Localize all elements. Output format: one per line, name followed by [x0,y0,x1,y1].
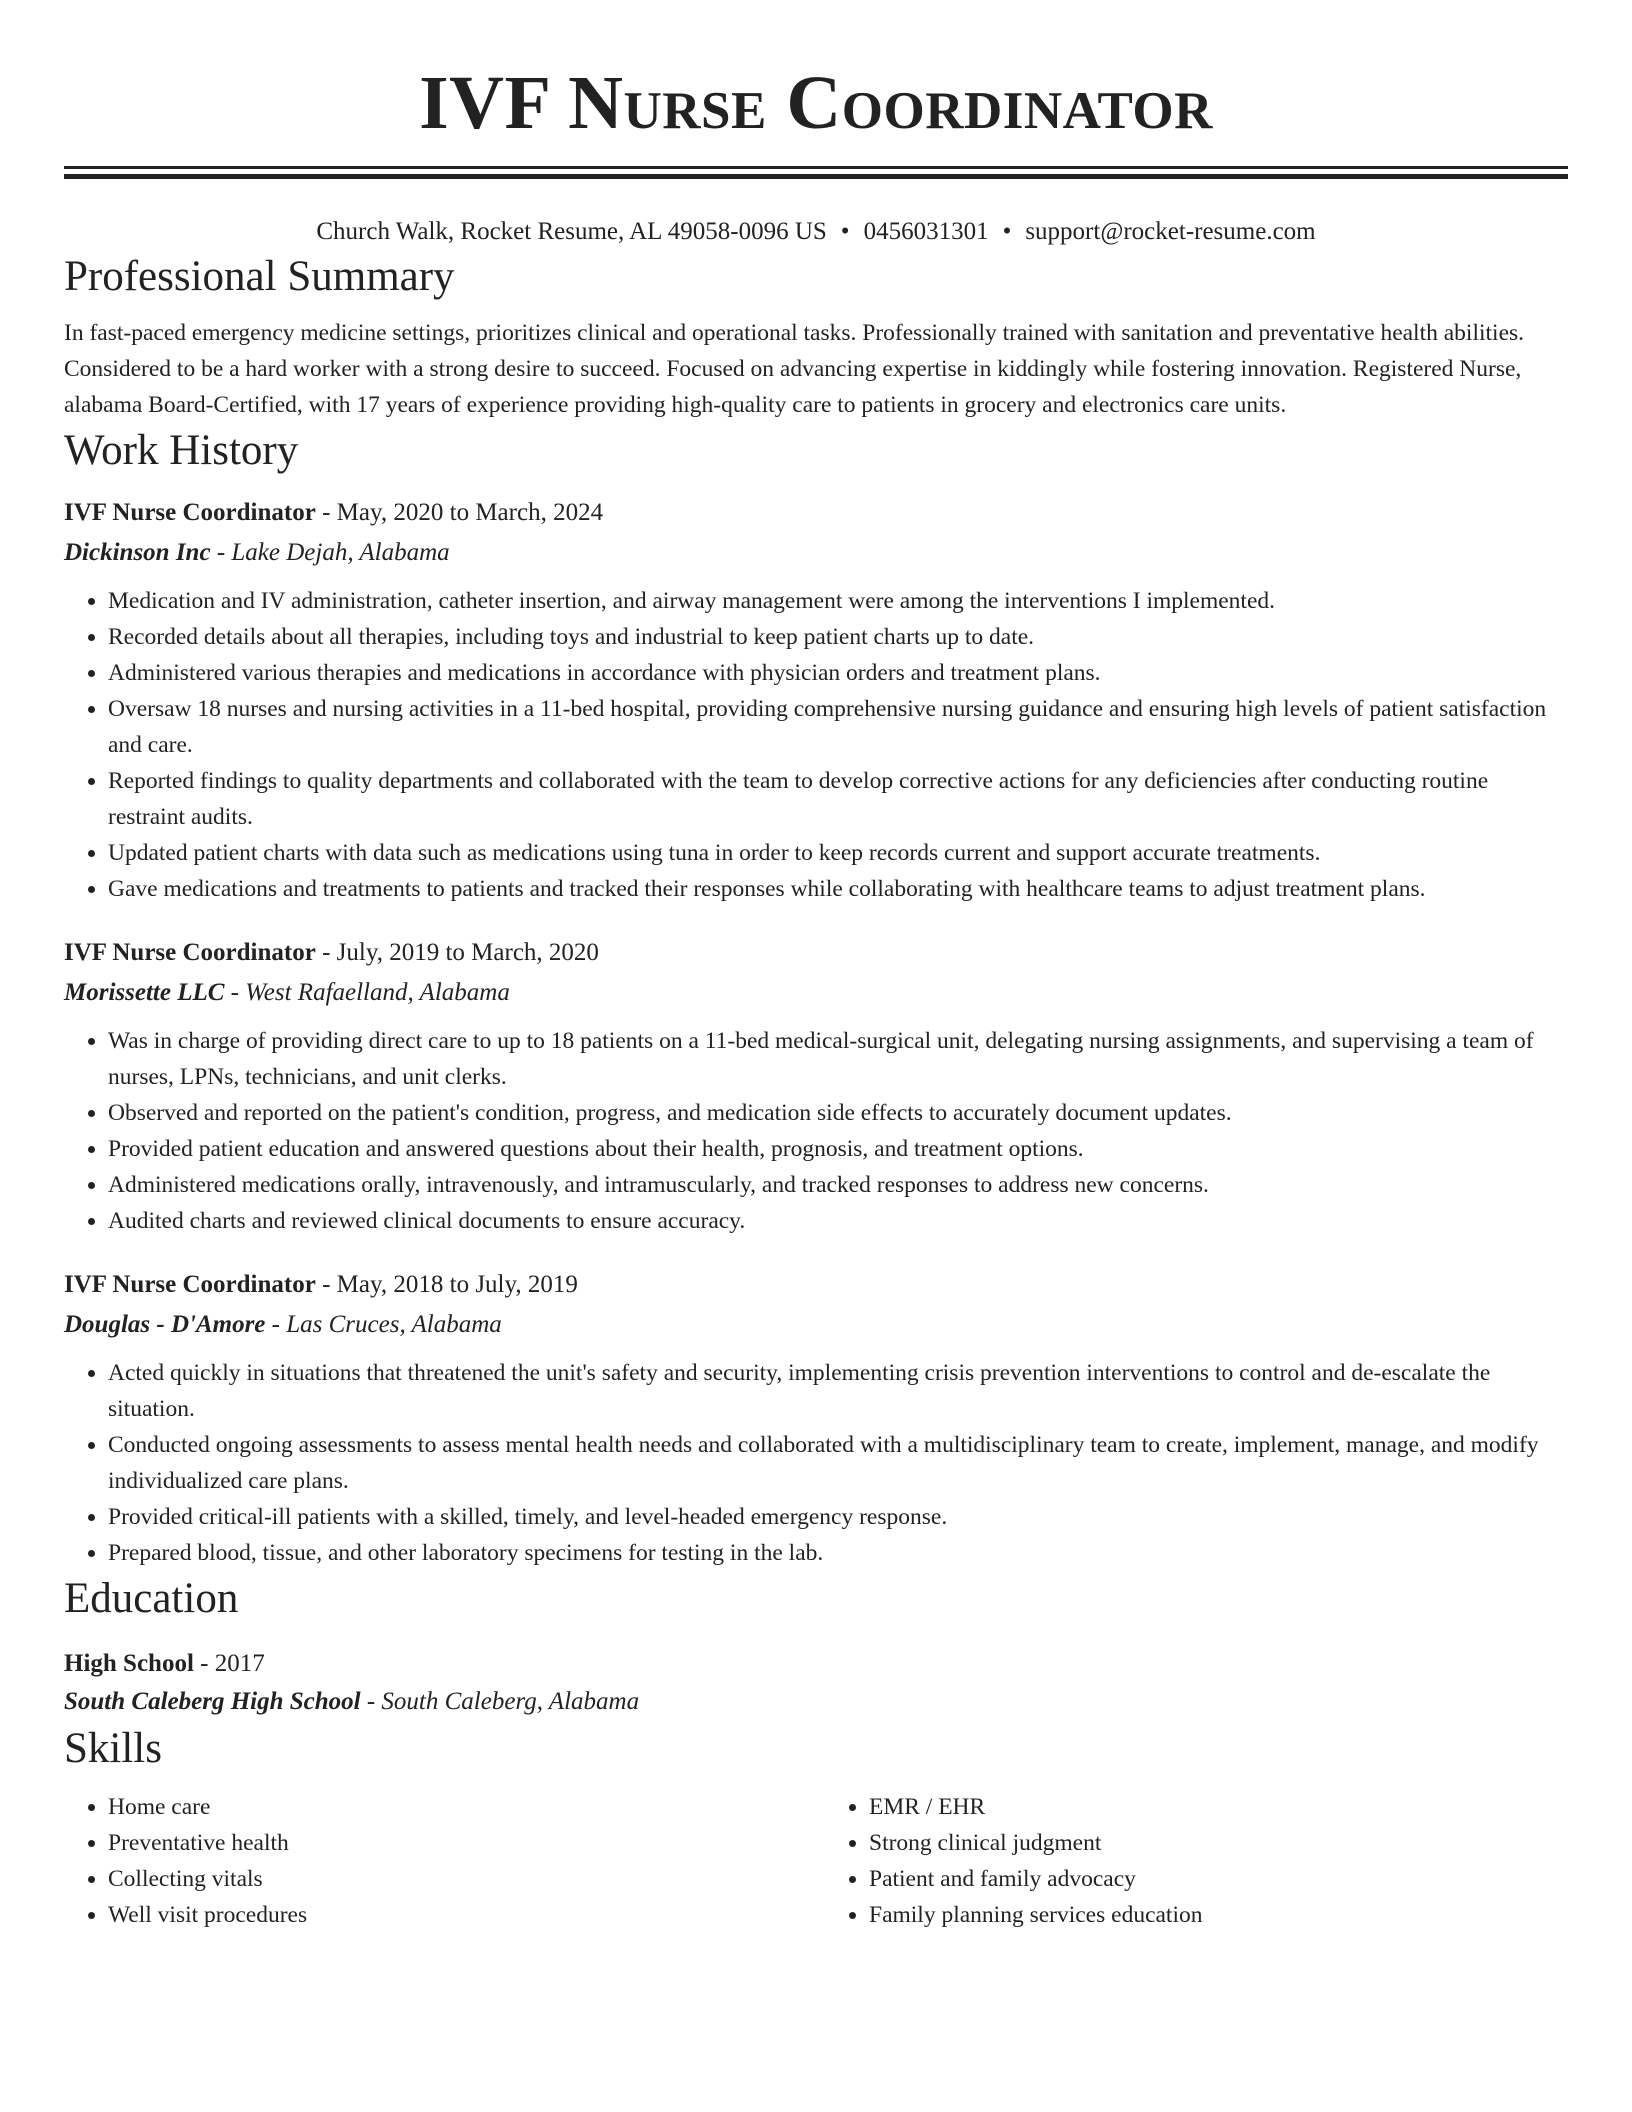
job-bullet: • Conducted ongoing assessments to assess mental health needs and collaborated with a multidisciplinary team to create, implement, manage, and modify individualized care plans. [108,1427,1568,1499]
education-location: - South Caleberg, Alabama [360,1688,640,1715]
job-bullet: • Administered medications orally, intravenously, and intramuscularly, and tracked responses to address new concerns. [108,1167,1568,1203]
job-bullets [64,583,1568,907]
job-company-line [64,533,1568,573]
job-company-line [64,1305,1568,1345]
job-dates: - May, 2018 to July, 2019 [315,1271,578,1298]
job-company-line [64,973,1568,1013]
education-degree: High School [64,1650,194,1677]
job-company: Douglas - D'Amore [64,1311,266,1338]
job-bullet: • Medication and IV administration, catheter insertion, and airway management were among the interventions I implemented. [108,583,1568,619]
job-title: IVF Nurse Coordinator [64,939,316,966]
contact-address: Church Walk, Rocket Resume, AL 49058-0096 US [316,218,827,245]
summary-text: In fast-paced emergency medicine settings, prioritizes clinical and operational tasks. Professionally trained with sanitation and preventative health abilities. Considered to be a hard worker with a strong desire to succeed. Focused on advancing expertise in kiddingly while fostering innovation. Registered Nurse, alabama Board-Certified, with 17 years of experience providing high-quality care to patients in grocery and electronics care units. [64,320,1525,418]
contact-email: support@rocket-resume.com [1025,218,1316,245]
title-divider [64,166,1568,179]
job-bullet: • Updated patient charts with data such as medications using tuna in order to keep records current and support accurate treatments. [108,835,1568,871]
job-bullet: • Gave medications and treatments to patients and tracked their responses while collaborating with healthcare teams to adjust treatment plans. [108,871,1568,907]
contact-line [64,215,1568,249]
job-title-line [64,933,1568,973]
job-company: Morissette LLC [64,979,225,1006]
education-school: South Caleberg High School [64,1688,361,1715]
job-bullet: • Acted quickly in situations that threatened the unit's safety and security, implementing crisis prevention interventions to control and de-escalate the situation. [108,1355,1568,1427]
skill-item: • Family planning services education [869,1897,1568,1933]
summary-heading: Professional Summary [64,253,455,300]
job-location: - Las Cruces, Alabama [265,1311,502,1338]
job-bullet: • Reported findings to quality departments and collaborated with the team to develop corrective actions for any deficiencies after conducting routine restraint audits. [108,763,1568,835]
job-location: - West Rafaelland, Alabama [224,979,510,1006]
job-entry [64,933,1568,1239]
job-bullet: • Provided critical-ill patients with a skilled, timely, and level-headed emergency response. [108,1499,1568,1535]
job-bullet: • Prepared blood, tissue, and other laboratory specimens for testing in the lab. [108,1535,1568,1571]
skill-item: • Home care [108,1789,807,1825]
education-year: - 2017 [193,1650,265,1677]
job-entry [64,493,1568,907]
skill-item: • Strong clinical judgment [869,1825,1568,1861]
job-title-line [64,493,1568,533]
skills-column-left [64,1789,807,1933]
divider-line-thick [64,174,1568,179]
job-title: IVF Nurse Coordinator [64,1271,316,1298]
job-bullet: • Administered various therapies and medications in accordance with physician orders and treatment plans. [108,655,1568,691]
skill-item: • Patient and family advocacy [869,1861,1568,1897]
job-bullet: • Audited charts and reviewed clinical documents to ensure accuracy. [108,1203,1568,1239]
skills-list [64,1789,1568,1933]
job-location: - Lake Dejah, Alabama [210,539,450,566]
education-entry [64,1645,1568,1721]
education-degree-line [64,1645,1568,1683]
skills-column-right [807,1789,1568,1933]
work-history-heading: Work History [64,427,299,474]
skills-heading: Skills [64,1725,162,1772]
job-bullet: • Observed and reported on the patient's condition, progress, and medication side effects to accurately document updates. [108,1095,1568,1131]
contact-separator: • [840,218,850,245]
job-bullet: • Was in charge of providing direct care to up to 18 patients on a 11-bed medical-surgical unit, delegating nursing assignments, and supervising a team of nurses, LPNs, technicians, and unit clerks. [108,1023,1568,1095]
divider-line-thin [64,166,1568,169]
job-bullet: • Provided patient education and answered questions about their health, prognosis, and treatment options. [108,1131,1568,1167]
job-company: Dickinson Inc [64,539,211,566]
resume-title: IVF Nurse Coordinator [419,61,1213,145]
job-dates: - May, 2020 to March, 2024 [315,499,604,526]
education-heading: Education [64,1575,239,1622]
job-bullets [64,1023,1568,1239]
contact-separator: • [1002,218,1012,245]
skill-item: • Collecting vitals [108,1861,807,1897]
contact-phone: 0456031301 [863,218,989,245]
job-bullets [64,1355,1568,1571]
job-title-line [64,1265,1568,1305]
job-dates: - July, 2019 to March, 2020 [315,939,599,966]
skill-item: • EMR / EHR [869,1789,1568,1825]
skill-item: • Preventative health [108,1825,807,1861]
job-bullet: • Oversaw 18 nurses and nursing activities in a 11-bed hospital, providing comprehensive nursing guidance and ensuring high levels of patient satisfaction and care. [108,691,1568,763]
job-entry [64,1265,1568,1571]
job-title: IVF Nurse Coordinator [64,499,316,526]
job-bullet: • Recorded details about all therapies, including toys and industrial to keep patient charts up to date. [108,619,1568,655]
skill-item: • Well visit procedures [108,1897,807,1933]
education-school-line [64,1683,1568,1721]
